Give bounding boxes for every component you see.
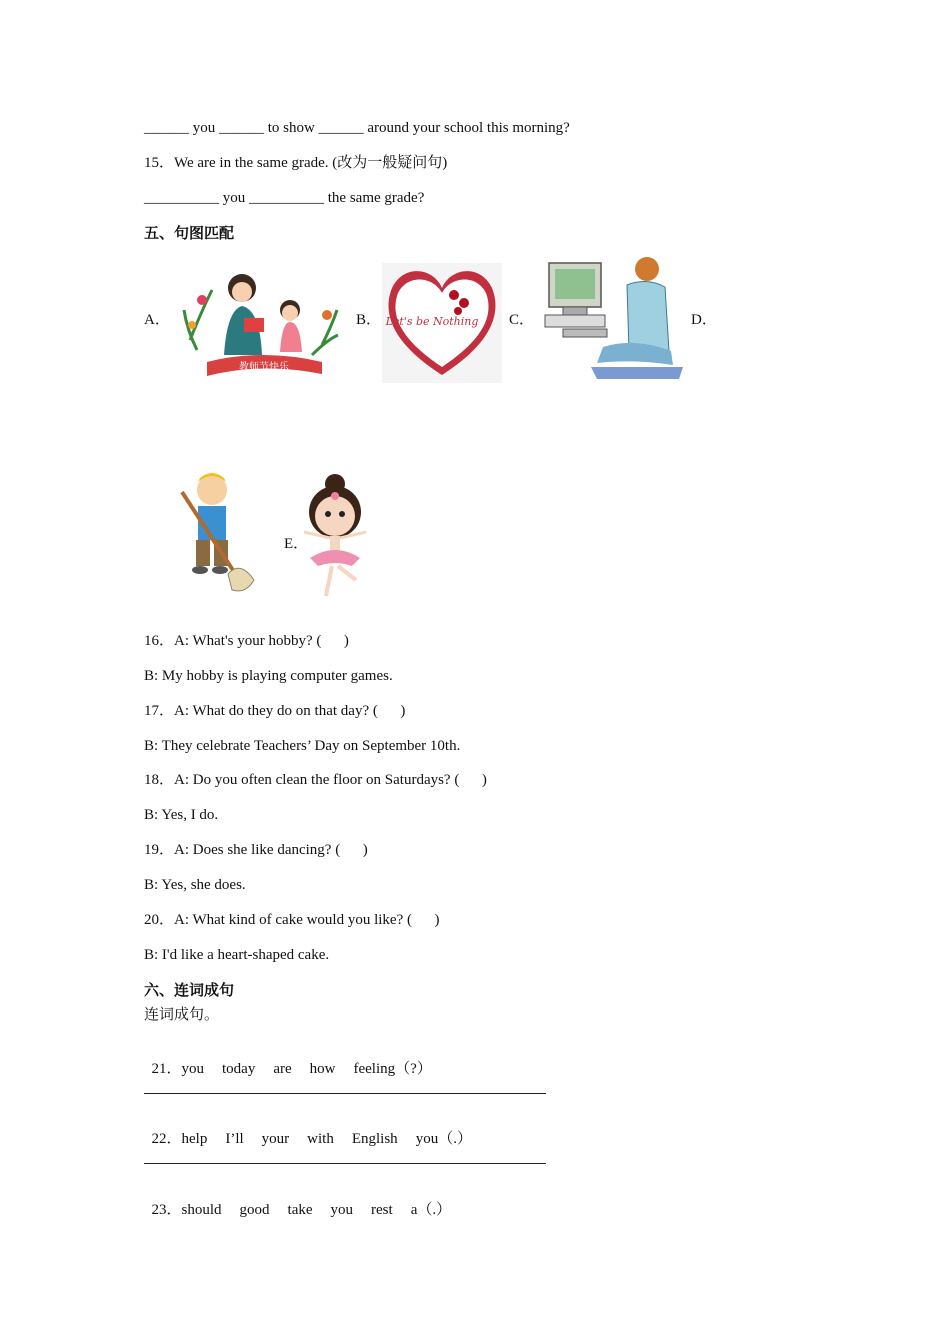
word: with (307, 1131, 334, 1147)
punctuation: （.） (417, 1202, 452, 1218)
teachers-day-picture (182, 270, 340, 380)
question-17: 17．A: What do they do on that day? ( ) (144, 703, 406, 719)
word: feeling (353, 1061, 396, 1077)
word: a (410, 1202, 418, 1218)
answer-line-21[interactable] (144, 1093, 546, 1094)
word: how (309, 1061, 336, 1077)
question-20: 20．A: What kind of cake would you like? ( ) (144, 912, 440, 928)
question-15: 15．We are in the same grade. (改为一般疑问句) (144, 155, 448, 171)
section-6-title: 六、连词成句 (144, 981, 235, 999)
heart-cake-picture (382, 263, 502, 383)
question-number: 22． (151, 1131, 182, 1147)
word: good (239, 1202, 270, 1218)
word: English (351, 1131, 398, 1147)
q15-answer-template: __________ you __________ the same grade? (144, 190, 425, 206)
question-number: 21． (151, 1061, 182, 1077)
option-d-label: D． (691, 312, 717, 328)
option-b-label: B． (356, 312, 382, 328)
question-19: 19．A: Does she like dancing? ( ) (144, 842, 368, 858)
punctuation: （?） (395, 1061, 432, 1077)
question-22 (144, 1109, 472, 1149)
q14-answer-template: ______ you ______ to show ______ around your school this morning? (144, 120, 570, 136)
word: today (222, 1061, 256, 1077)
cake-text: Let's be Nothing (385, 315, 479, 328)
banner-text: 教师节快乐 (239, 362, 289, 373)
option-a-label: A． (144, 312, 170, 328)
boy-sweeping-picture (176, 470, 264, 602)
answer-16: B: My hobby is playing computer games. (144, 668, 393, 684)
answer-18: B: Yes, I do. (144, 807, 219, 823)
question-23 (144, 1180, 451, 1220)
answer-19: B: Yes, she does. (144, 877, 246, 893)
answer-line-22[interactable] (144, 1163, 546, 1164)
question-16: 16．A: What's your hobby? ( ) (144, 633, 349, 649)
word: your (261, 1131, 290, 1147)
girl-dancing-picture (300, 472, 370, 602)
option-c-label: C． (509, 312, 535, 328)
word: you (415, 1131, 439, 1147)
question-21 (144, 1039, 432, 1079)
word: I’ll (225, 1131, 244, 1147)
word: rest (371, 1202, 393, 1218)
punctuation: （.） (438, 1131, 472, 1147)
computer-user-picture (543, 255, 685, 383)
option-e-label: E． (284, 536, 309, 552)
answer-17: B: They celebrate Teachers’ Day on September 10th. (144, 738, 461, 754)
word: take (287, 1202, 313, 1218)
word: help (181, 1131, 208, 1147)
question-18: 18．A: Do you often clean the floor on Saturdays? ( ) (144, 772, 487, 788)
word: you (181, 1061, 205, 1077)
word: you (330, 1202, 354, 1218)
section-6-instruction: 连词成句。 (144, 1007, 220, 1023)
question-number: 23． (151, 1202, 182, 1218)
word: are (273, 1061, 292, 1077)
section-5-title: 五、句图匹配 (144, 224, 235, 242)
answer-20: B: I'd like a heart-shaped cake. (144, 947, 330, 963)
word: should (181, 1202, 222, 1218)
